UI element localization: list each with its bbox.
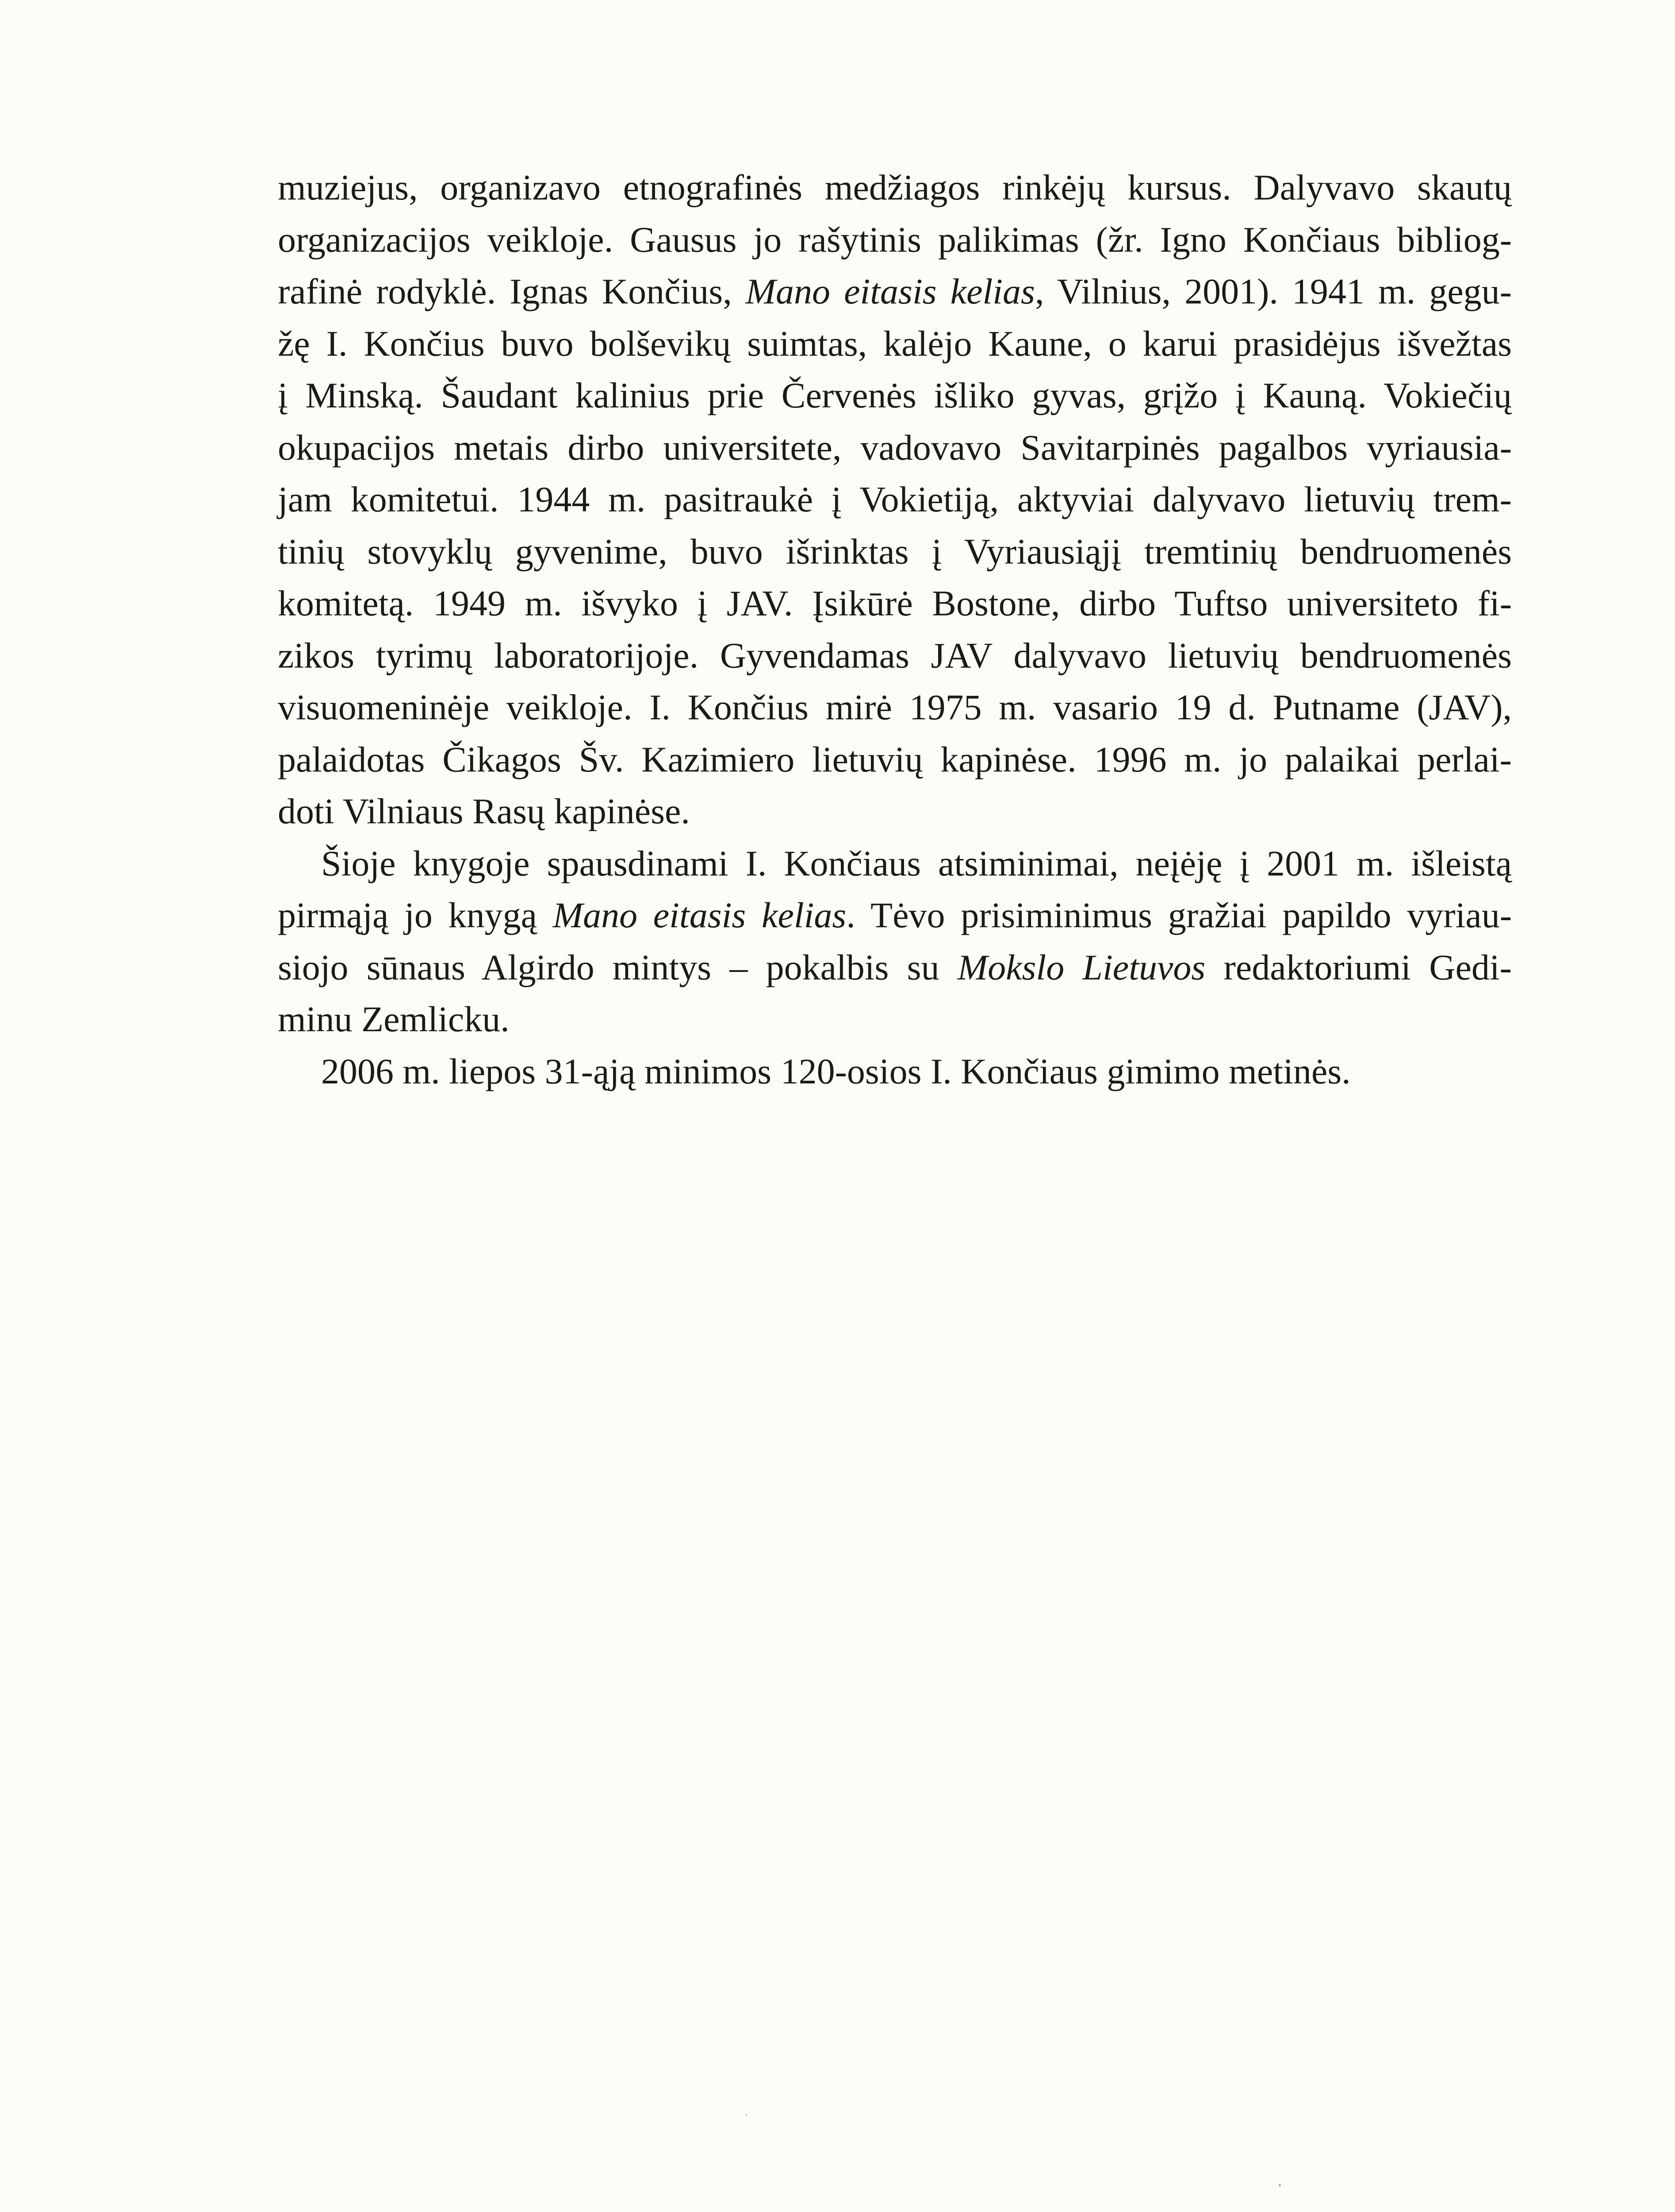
text-run: doti Vilniaus Rasų kapinėse. — [278, 791, 690, 831]
text-run: siojo sūnaus Algirdo mintys – pokalbis su — [278, 947, 958, 987]
paragraph — [278, 161, 1512, 837]
text-line — [278, 837, 1512, 890]
text-line — [278, 785, 1512, 837]
text-line — [278, 630, 1512, 682]
text-line — [278, 889, 1512, 941]
text-run: pirmąją jo knygą — [278, 895, 553, 935]
paragraph — [278, 837, 1512, 1045]
text-run: visuomeninėje veikloje. I. Končius mirė 1975 m. vasario 19 d. Putname (JAV), — [278, 687, 1512, 727]
text-line — [278, 161, 1512, 214]
text-run: okupacijos metais dirbo universitete, vadovavo Savitarpinės pagalbos vyriausia- — [278, 427, 1512, 468]
text-run: zikos tyrimų laboratorijoje. Gyvendamas JAV dalyvavo lietuvių bendruomenės — [278, 635, 1512, 676]
text-run: 2006 m. liepos 31-ąją minimos 120-osios I. Končiaus gimimo metinės. — [321, 1051, 1351, 1091]
text-run: rafinė rodyklė. Ignas Končius, — [278, 271, 746, 311]
text-line — [278, 1045, 1512, 1098]
text-run: muziejus, organizavo etnografinės medžiagos rinkėjų kursus. Dalyvavo skautų — [278, 167, 1512, 207]
text-line — [278, 733, 1512, 786]
text-run: redaktoriumi Gedi- — [1205, 947, 1512, 987]
text-run: jam komitetui. 1944 m. pasitraukė į Vokietiją, aktyviai dalyvavo lietuvių trem- — [278, 479, 1512, 519]
text-line — [278, 993, 1512, 1045]
text-run: į Minską. Šaudant kalinius prie Červenės išliko gyvas, grįžo į Kauną. Vokiečių — [278, 375, 1512, 415]
body-text — [278, 161, 1512, 1097]
text-line — [278, 265, 1512, 318]
paper-speck — [746, 2114, 747, 2116]
text-line — [278, 214, 1512, 266]
text-line — [278, 941, 1512, 994]
text-line — [278, 681, 1512, 733]
text-run: tinių stovyklų gyvenime, buvo išrinktas į Vyriausiąjį tremtinių bendruomenės — [278, 531, 1512, 572]
text-run: žę I. Končius buvo bolševikų suimtas, kalėjo Kaune, o karui prasidėjus išvežtas — [278, 323, 1512, 364]
italic-title: Mano eitasis kelias — [552, 895, 847, 935]
text-run: komitetą. 1949 m. išvyko į JAV. Įsikūrė Bostone, dirbo Tuftso universiteto fi- — [278, 583, 1512, 623]
text-run: palaidotas Čikagos Šv. Kazimiero lietuvių kapinėse. 1996 m. jo palaikai perlai- — [278, 739, 1512, 780]
text-run: , Vilnius, 2001). 1941 m. gegu- — [1035, 271, 1512, 311]
text-line — [278, 318, 1512, 370]
italic-title: Mokslo Lietuvos — [957, 947, 1206, 987]
text-line — [278, 369, 1512, 422]
text-run: minu Zemlicku. — [278, 999, 510, 1039]
text-line — [278, 422, 1512, 474]
paragraph — [278, 1045, 1512, 1098]
text-run: organizacijos veikloje. Gausus jo rašytinis palikimas (žr. Igno Končiaus bibliog- — [278, 219, 1512, 260]
text-line — [278, 526, 1512, 578]
text-run: . Tėvo prisiminimus gražiai papildo vyriau- — [846, 895, 1512, 935]
italic-title: Mano eitasis kelias — [745, 271, 1035, 311]
text-run: Šioje knygoje spausdinami I. Končiaus atsiminimai, neįėję į 2001 m. išleistą — [321, 843, 1512, 883]
paper-speck — [1279, 2184, 1281, 2186]
text-line — [278, 577, 1512, 630]
text-line — [278, 473, 1512, 526]
